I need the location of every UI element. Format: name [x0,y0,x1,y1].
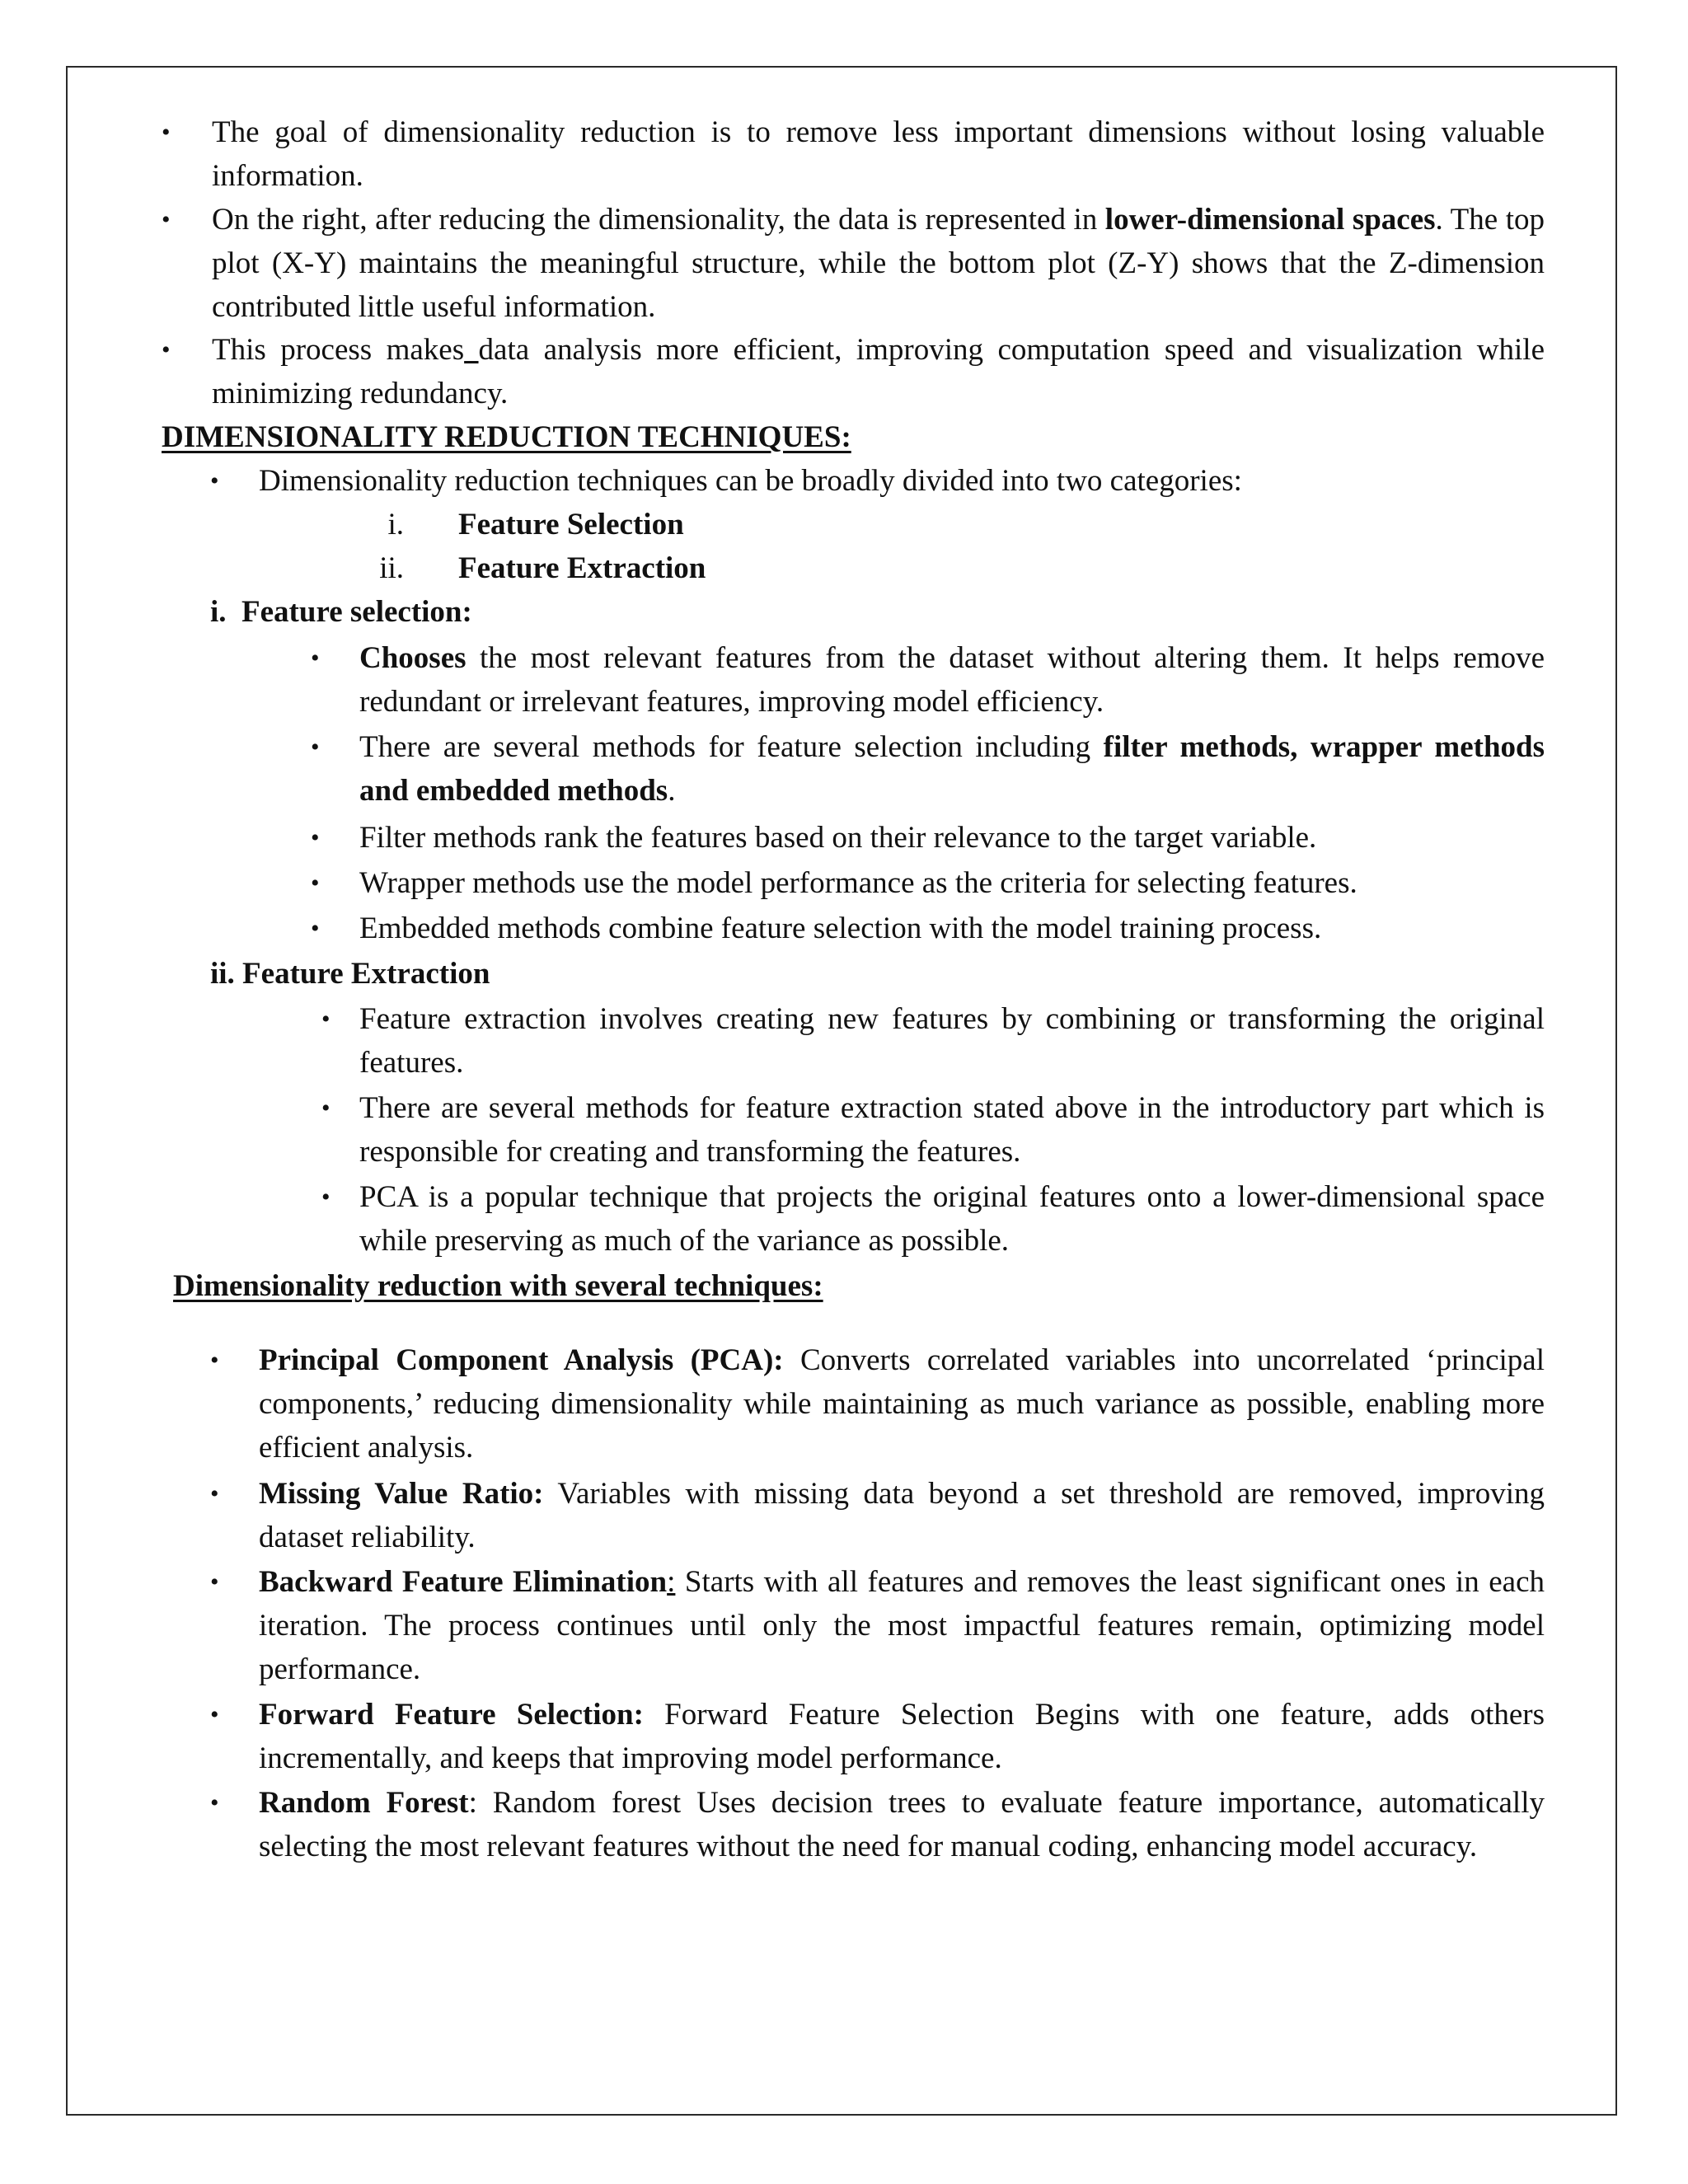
fs-bullet-4: Wrapper methods use the model performance as the criteria for selecting features. [359,866,1357,900]
feature-extraction-heading: ii. Feature Extraction [210,957,490,991]
bullet-icon: • [210,1701,219,1728]
fe-bullet-2: There are several methods for feature extraction stated above in the introductory part which is responsible for creating and transforming the features. [359,1091,1545,1169]
category-2-number: ii. [379,551,404,585]
bullet-icon: • [210,1480,219,1507]
section-heading-techniques: DIMENSIONALITY REDUCTION TECHNIQUES: [162,420,851,454]
technique-forward-feature-selection: Forward Feature Selection: Forward Feature Selection Begins with one feature, adds others incrementally, and keeps that improving model performance. [259,1698,1545,1775]
technique-missing-value-ratio: Missing Value Ratio: Variables with missing data beyond a set threshold are removed, improving dataset reliability. [259,1477,1545,1554]
fs-bullet-2: There are several methods for feature selection including filter methods, wrapper methods and embedded methods. [359,730,1545,808]
technique-backward-feature-elimination: Backward Feature Elimination: Starts with all features and removes the least significant ones in each iteration. The process continues until only the most impactful features remain, optimizing model performance. [259,1565,1545,1686]
bullet-icon: • [311,733,320,761]
bullet-icon: • [210,1789,219,1816]
bullet-icon: • [321,1094,331,1122]
feature-selection-heading: i. Feature selection: [210,595,472,629]
bullet-icon: • [311,915,320,942]
category-1-label: Feature Selection [458,508,684,541]
fs-bullet-5: Embedded methods combine feature selection with the model training process. [359,912,1322,945]
category-2-label: Feature Extraction [458,551,706,585]
bullet-icon: • [210,1347,219,1374]
bullet-icon: • [162,206,171,233]
technique-random-forest: Random Forest: Random forest Uses decision trees to evaluate feature importance, automatically selecting the most relevant features without the need for manual coding, enhancing model accuracy. [259,1786,1545,1863]
fe-bullet-1: Feature extraction involves creating new features by combining or transforming the original features. [359,1002,1545,1080]
section-heading-several-techniques: Dimensionality reduction with several techniques: [173,1269,823,1303]
categories-intro: Dimensionality reduction techniques can be broadly divided into two categories: [259,464,1242,498]
bullet-icon: • [311,824,320,851]
intro-bullet-3: This process makes data analysis more efficient, improving computation speed and visualization while minimizing redundancy. [212,333,1545,410]
fs-bullet-1: Chooses the most relevant features from the dataset without altering them. It helps remove redundant or irrelevant features, improving model efficiency. [359,641,1545,719]
fe-bullet-3: PCA is a popular technique that projects the original features onto a lower-dimensional space while preserving as much of the variance as possible. [359,1180,1545,1258]
bullet-icon: • [210,467,219,494]
intro-bullet-1 [212,110,1545,198]
bullet-icon: • [321,1005,331,1033]
category-1-number: i. [387,508,404,541]
bullet-icon: • [311,644,320,672]
bullet-icon: • [162,336,171,363]
technique-pca: Principal Component Analysis (PCA): Converts correlated variables into uncorrelated ‘principal components,’ reducing dimensionality while maintaining as much variance as possible, enabling more efficient analysis. [259,1343,1545,1465]
bullet-icon: • [162,119,171,146]
intro-bullet-2: On the right, after reducing the dimensionality, the data is represented in lower-dimensional spaces. The top plot (X-Y) maintains the meaningful structure, while the bottom plot (Z-Y) shows that the Z-dimension contributed little useful information. [212,203,1545,324]
bullet-icon: • [210,1568,219,1596]
bullet-icon: • [321,1183,331,1211]
fs-bullet-3: Filter methods rank the features based on their relevance to the target variable. [359,821,1317,855]
bullet-icon: • [311,869,320,897]
intro-bullet-1-text: The goal of dimensionality reduction is to remove less important dimensions without losing valuable information. [212,115,1545,193]
